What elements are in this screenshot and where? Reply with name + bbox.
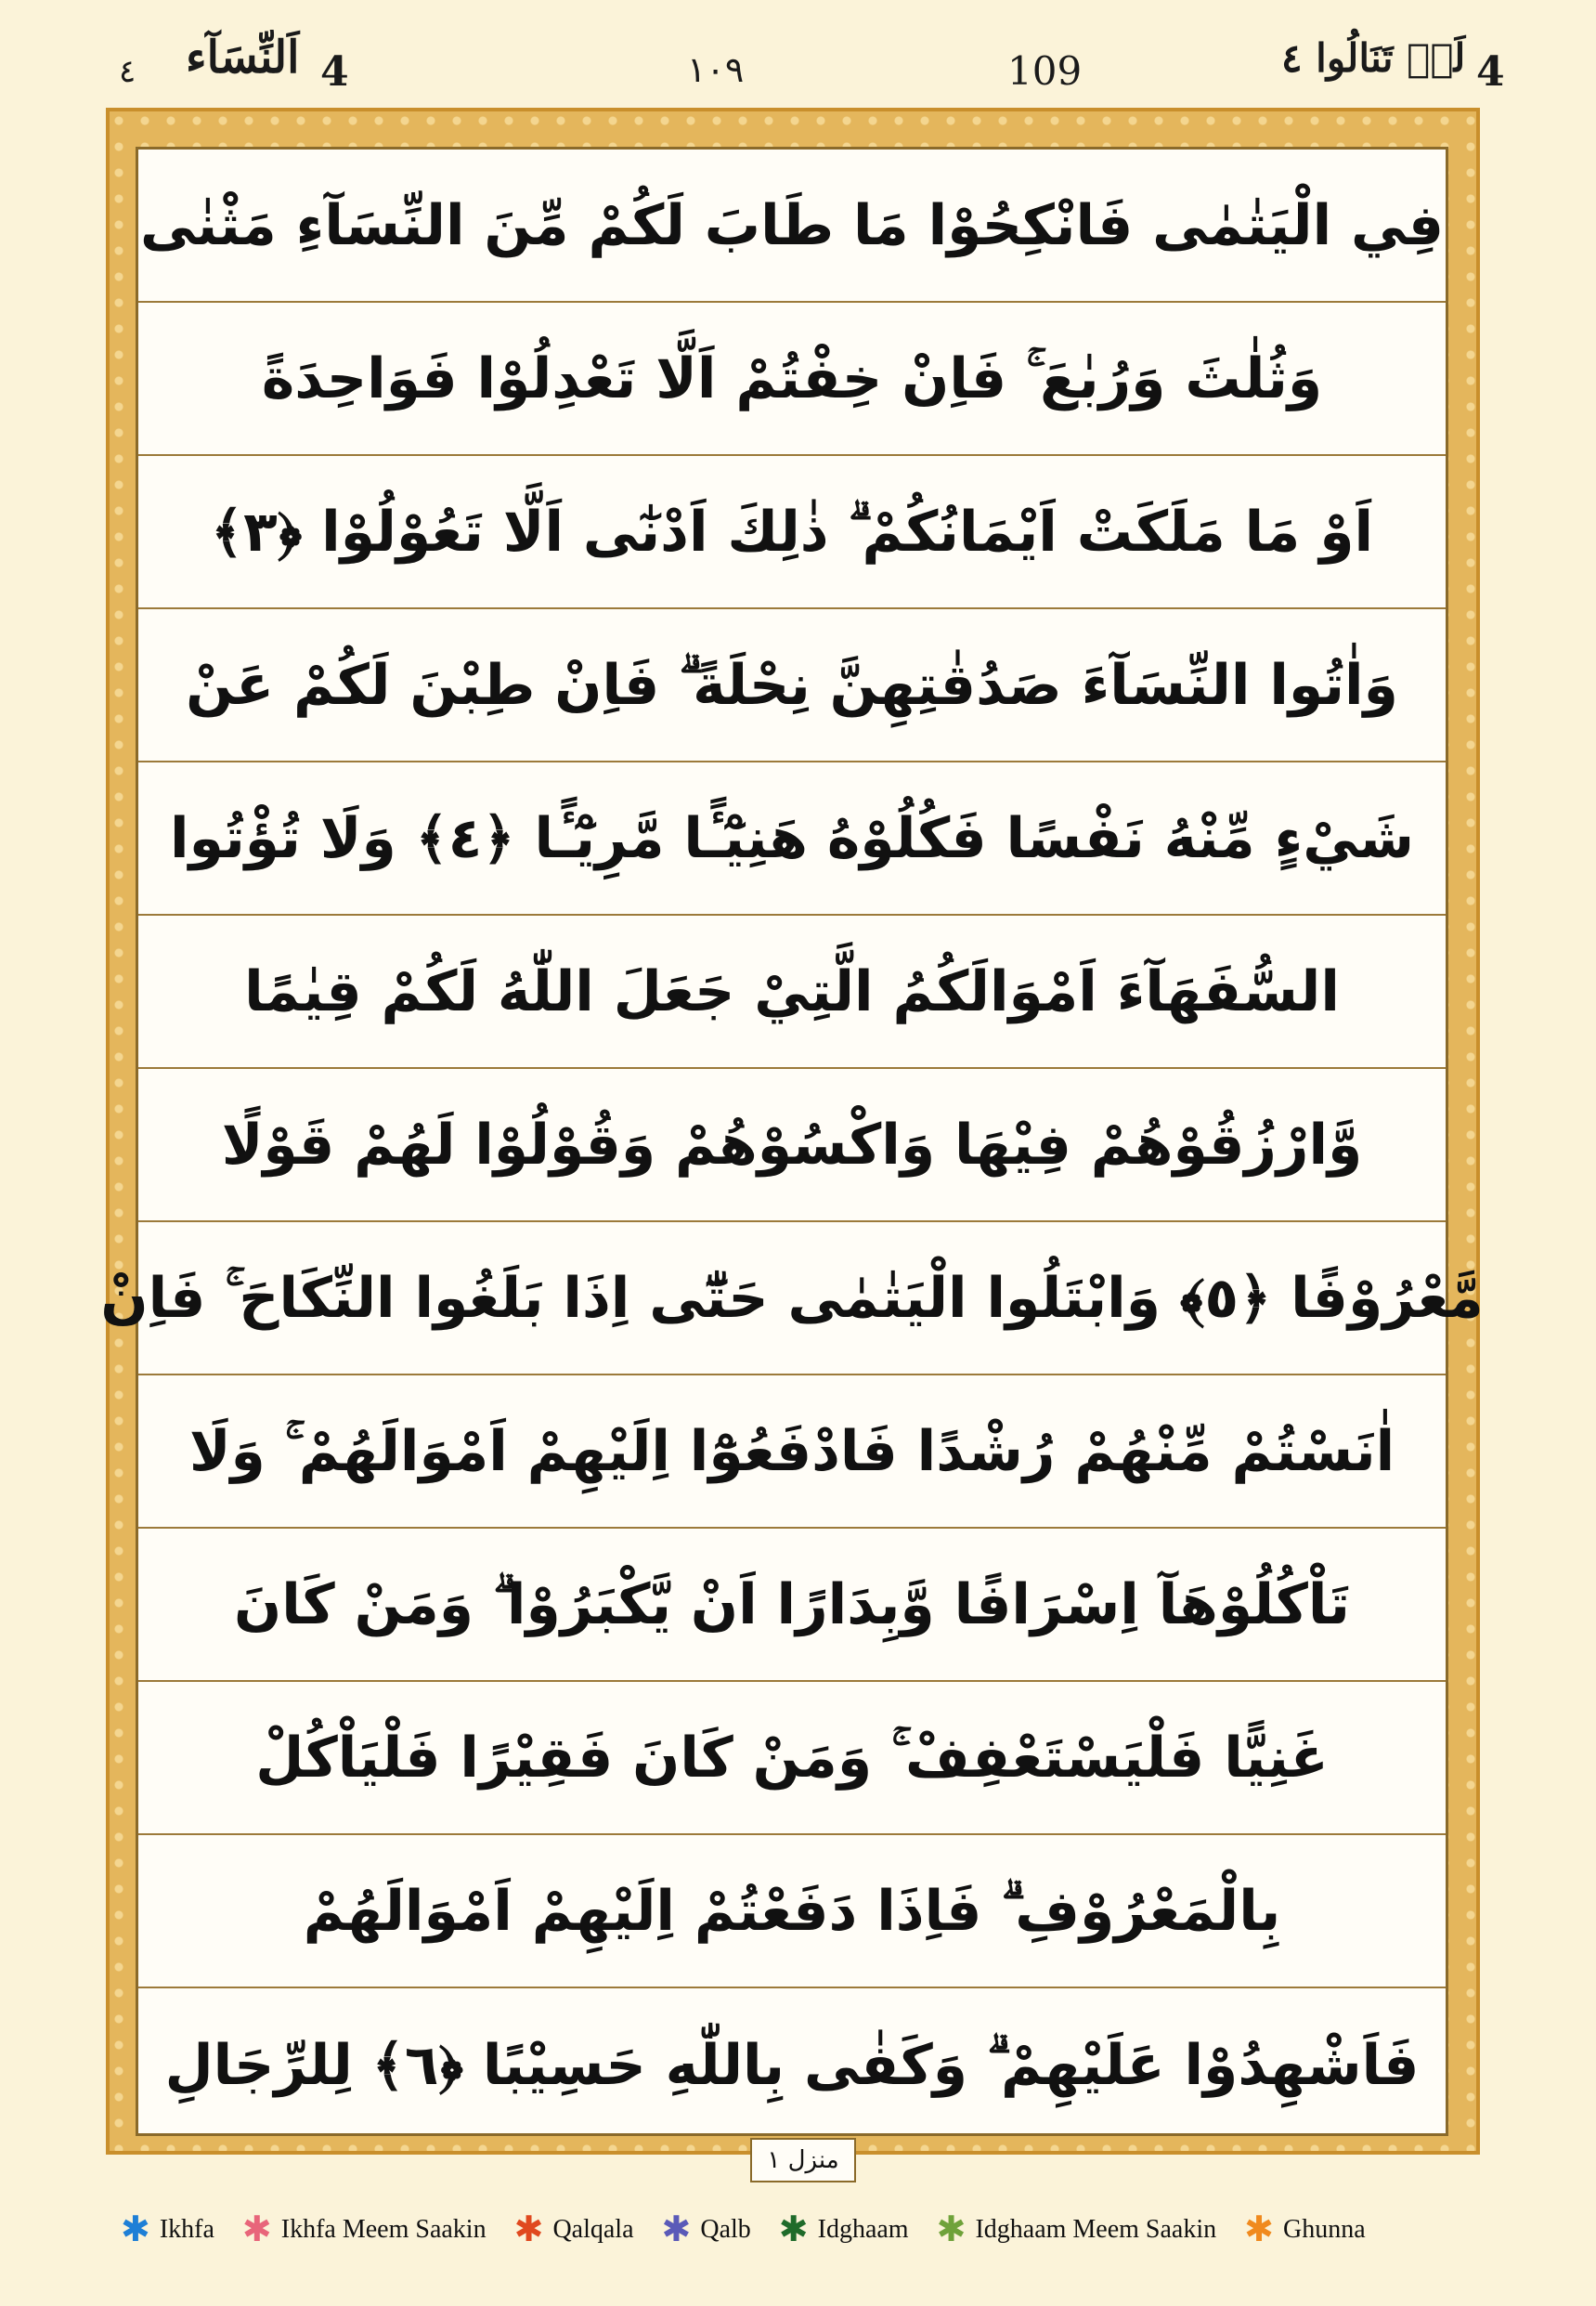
star-icon: ✱ xyxy=(241,2210,272,2249)
verse-line: وَّارْزُقُوْهُمْ فِيْهَا وَاكْسُوْهُمْ وَقُوْلُوْا لَهُمْ قَوْلًا xyxy=(138,1069,1446,1222)
legend-label: Idghaam Meem Saakin xyxy=(975,2215,1217,2244)
star-icon: ✱ xyxy=(778,2210,809,2249)
star-icon: ✱ xyxy=(1244,2210,1274,2249)
page-number-arabic: ١٠٩ xyxy=(687,49,745,90)
star-icon: ✱ xyxy=(513,2210,544,2249)
surah-number: 4 xyxy=(320,48,349,96)
legend-item-idghaam xyxy=(779,2212,909,2247)
verse-line: شَيْءٍ مِّنْهُ نَفْسًا فَكُلُوْهُ هَنِيْٓـًٔا مَّرِيْٓـًٔا ﴿٤﴾ وَلَا تُؤْتُوا xyxy=(138,762,1446,916)
star-icon: ✱ xyxy=(661,2210,692,2249)
text-panel xyxy=(100,147,1484,2136)
legend-item-qalqala xyxy=(514,2212,634,2247)
legend-label: Idghaam xyxy=(817,2215,909,2244)
page-number: 109 xyxy=(1007,48,1083,94)
star-icon: ✱ xyxy=(936,2210,967,2249)
star-icon: ✱ xyxy=(121,2210,150,2249)
verse-line: تَاْكُلُوْهَآ اِسْرَافًا وَّبِدَارًا اَنْ يَّكْبَرُوْا ۗ وَمَنْ كَانَ xyxy=(138,1529,1446,1682)
verse-line: اَوْ مَا مَلَكَتْ اَيْمَانُكُمْ ۗ ذٰلِكَ اَدْنٰٓى اَلَّا تَعُوْلُوْا ﴿٣﴾ xyxy=(138,456,1446,609)
legend-item-ikhfa-meem-saakin xyxy=(242,2212,487,2247)
verse-line: فَاَشْهِدُوْا عَلَيْهِمْ ۗ وَكَفٰى بِاللّٰهِ حَسِيْبًا ﴿٦﴾ لِلرِّجَالِ xyxy=(164,2032,1420,2098)
verse-line: اٰنَسْتُمْ مِّنْهُمْ رُشْدًا فَادْفَعُوْٓا اِلَيْهِمْ اَمْوَالَهُمْ ۚ وَلَا xyxy=(138,1375,1446,1529)
legend-item-idghaam-meem-saakin xyxy=(937,2212,1217,2247)
legend-label: Ikhfa Meem Saakin xyxy=(280,2215,487,2244)
legend-label: Ikhfa xyxy=(159,2215,214,2244)
tajweed-legend xyxy=(121,2207,1495,2253)
verse-line: بِالْمَعْرُوْفِ ۗ فَاِذَا دَفَعْتُمْ اِلَيْهِمْ اَمْوَالَهُمْ xyxy=(138,1835,1446,1988)
surah-number-arabic: ٤ xyxy=(119,53,136,90)
verse-line: السُّفَهَآءَ اَمْوَالَكُمُ الَّتِيْ جَعَلَ اللّٰهُ لَكُمْ قِيٰمًا xyxy=(138,916,1446,1069)
legend-item-qalb xyxy=(662,2212,751,2247)
legend-label: Ghunna xyxy=(1282,2215,1366,2244)
verse-line: وَثُلٰثَ وَرُبٰعَ ۚ فَاِنْ خِفْتُمْ اَلَّا تَعْدِلُوْا فَوَاحِدَةً xyxy=(138,303,1446,456)
page-header xyxy=(0,0,1596,104)
juz-number: 4 xyxy=(1476,48,1505,96)
legend-label: Qalb xyxy=(700,2215,751,2244)
verse-line: وَاٰتُوا النِّسَآءَ صَدُقٰتِهِنَّ نِحْلَةً ۗ فَاِنْ طِبْنَ لَكُمْ عَنْ xyxy=(138,609,1446,762)
verse-line: فِي الْيَتٰمٰى فَانْكِحُوْا مَا طَابَ لَكُمْ مِّنَ النِّسَآءِ مَثْنٰى xyxy=(138,150,1446,303)
legend-item-ghunna xyxy=(1244,2212,1366,2247)
manzil-label: منزل ١ xyxy=(750,2138,856,2182)
legend-label: Qalqala xyxy=(552,2215,634,2244)
verse-line: مَّعْرُوْفًا ﴿٥﴾ وَابْتَلُوا الْيَتٰمٰى حَتّٰٓى اِذَا بَلَغُوا النِّكَاحَ ۚ فَاِنْ xyxy=(138,1222,1446,1375)
surah-name: اَلنِّسَآء xyxy=(186,32,300,84)
legend-item-ikhfa xyxy=(121,2212,214,2247)
juz-name: لَنۡ تَنَالُوا ٤ xyxy=(1281,35,1466,81)
verse-line: غَنِيًّا فَلْيَسْتَعْفِفْ ۚ وَمَنْ كَانَ فَقِيْرًا فَلْيَاْكُلْ xyxy=(138,1682,1446,1835)
